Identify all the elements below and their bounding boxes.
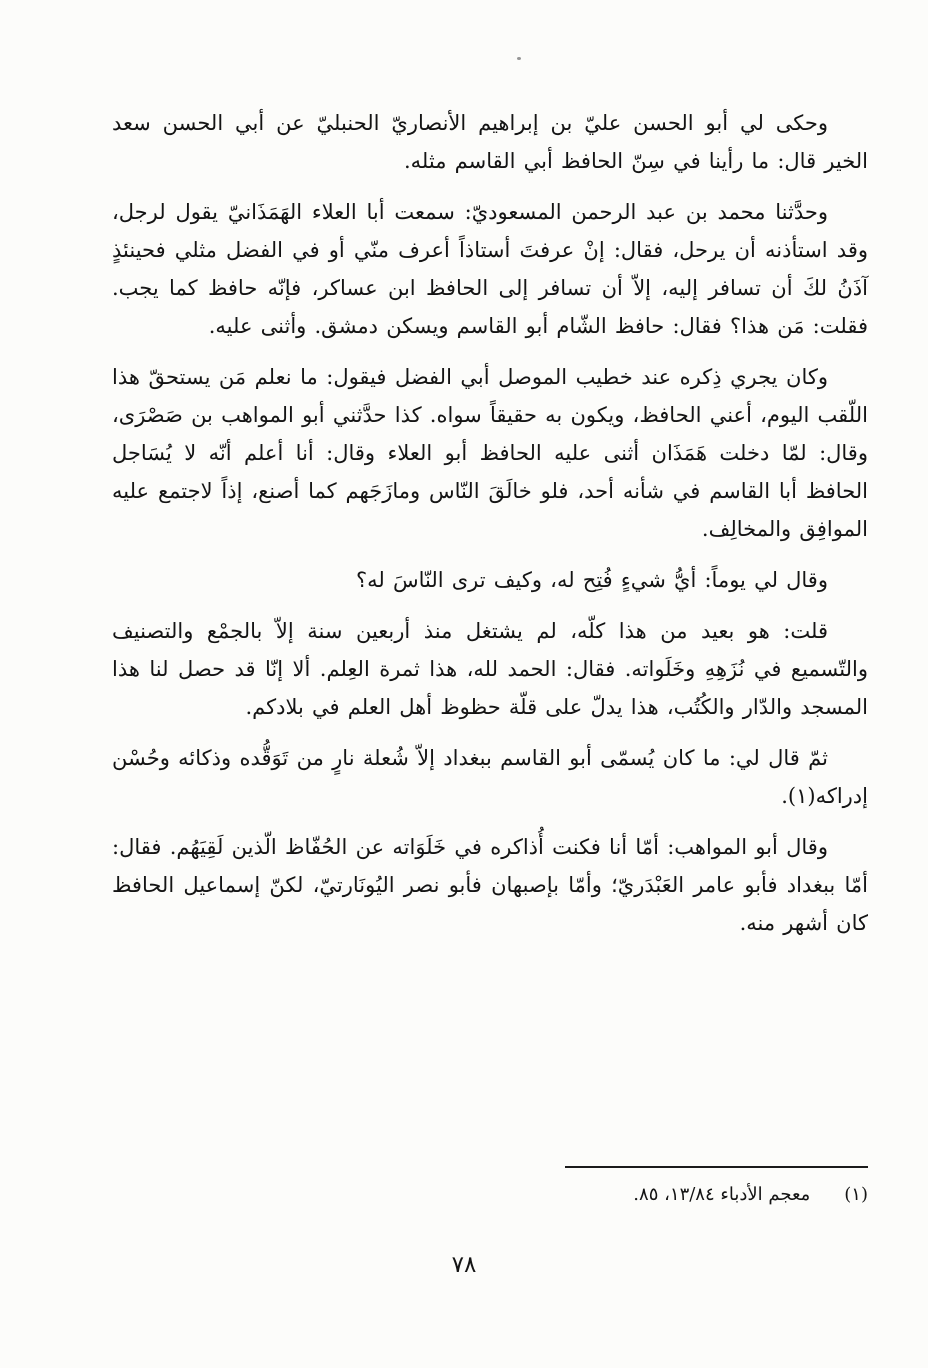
paragraph: قلت: هو بعيد من هذا كلّه، لم يشتغل منذ أربعين سنة إلاّ بالجمْع والتصنيف والتّسميع في نُزَهِهِ وخَلَواته. فقال: الحمد لله، هذا ثمرة العِلم. ألا إنّا قد حصل لنا هذا المسجد والدّار والكُتُب، هذا يدلّ على قلّة حظوظ أهل العلم في بلادكم.: [112, 619, 868, 719]
paragraph: وقال أبو المواهب: أمّا أنا فكنت أُذاكره في خَلَوَاته عن الحُفّاظ الّذين لَقِيَهُم. فقال: أمّا ببغداد فأبو عامر العَبْدَريّ؛ وأمّا بإصبهان فأبو نصر اليُونَارتيّ، لكنّ إسماعيل الحافظ كان أشهر منه.: [112, 835, 868, 935]
paragraph: وحدَّثنا محمد بن عبد الرحمن المسعوديّ: سمعت أبا العلاء الهَمَذَانيّ يقول لرجل، وقد استأذنه أن يرحل، فقال: إنْ عرفتَ أستاذاً أعرف منّي أو في الفضل مثلي فحينئذٍ آذَنُ لكَ أن تسافر إليه، إلاّ أن تسافر إلى الحافظ ابن عساكر، فإنّه حافظ كما يجب. فقلت: مَن هذا؟ فقال: حافظ الشّام أبو القاسم ويسكن دمشق. وأثنى عليه.: [112, 200, 868, 338]
paragraph: وكان يجري ذِكره عند خطيب الموصل أبي الفضل فيقول: ما نعلم مَن يستحقّ هذا اللّقب اليوم، أعني الحافظ، ويكون به حقيقاً سواه. كذا حدَّثني أبو المواهب بن صَصْرَى، وقال: لمّا دخلت هَمَذَان أثنى عليه الحافظ أبو العلاء وقال: أنا أعلم أنّه لا يُسَاجل الحافظ أبا القاسم في شأنه أحد، فلو خالَقَ النّاس ومازَجَهم كما أصنع، إذاً لاجتمع عليه الموافِق والمخالِف.: [112, 365, 868, 541]
footnote-separator: [565, 1166, 868, 1168]
scan-artifact: [517, 57, 521, 60]
paragraph: وحكى لي أبو الحسن عليّ بن إبراهيم الأنصاريّ الحنبليّ عن أبي الحسن سعد الخير قال: ما رأينا في سِنّ الحافظ أبي القاسم مثله.: [112, 111, 868, 173]
footnote: [112, 1180, 868, 1210]
footnote-text: معجم الأدباء ١٣/٨٤، ٨٥.: [633, 1184, 811, 1205]
body-text: [112, 104, 868, 955]
paragraph: ثمّ قال لي: ما كان يُسمّى أبو القاسم ببغداد إلاّ شُعلة نارٍ من تَوَقُّده وذكائه وحُسْن إدراكه(١).: [112, 746, 868, 808]
footnote-marker: (١): [844, 1184, 868, 1205]
page-number: ٧٨: [451, 1252, 477, 1278]
paragraph: وقال لي يوماً: أيُّ شيءٍ فُتِح له، وكيف ترى النّاسَ له؟: [355, 568, 828, 592]
